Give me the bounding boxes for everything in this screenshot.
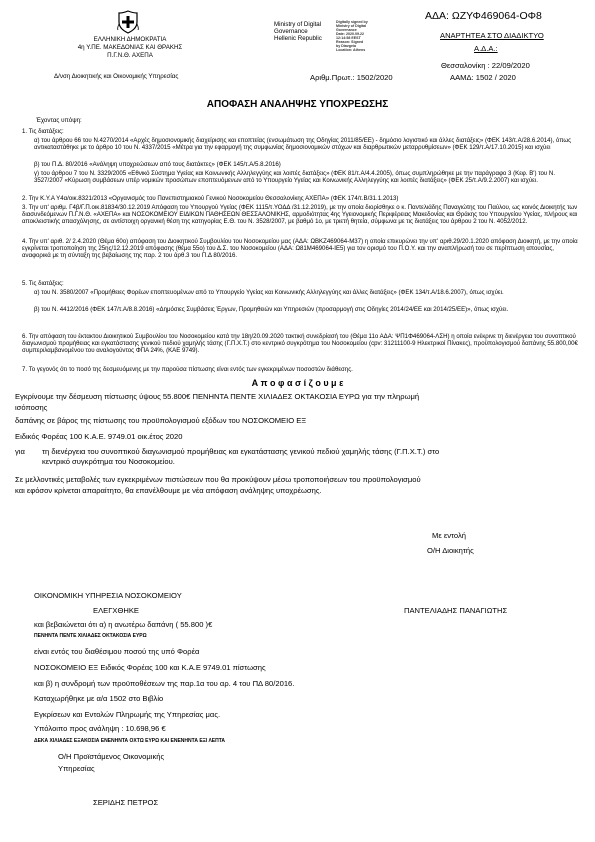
- finance-line: ΝΟΣΟΚΟΜΕΙΟ ΕΞ Ειδικός Φορέας 100 και Κ.Α.Ε 9749.01 πίστωσης: [34, 663, 266, 672]
- issuer-block: [60, 36, 200, 60]
- list-item: [22, 128, 582, 135]
- list-item-number: 3.: [22, 204, 28, 211]
- list-item: [22, 366, 582, 373]
- list-item-text: Το γεγονός ότι το ποσό της δεσμευόμενης με την παρούσα πίστωσης είναι εντός των εγκεκριμένων ποσοστών διάθεσης.: [28, 366, 353, 373]
- list-item-text: Την Κ.Υ.Α Υ4α/οικ.8321/2013 «Οργανισμός του Πανεπιστημιακού Γενικού Νοσοκομείου Θεσσαλονίκης ΑΧΕΠΑ» (ΦΕΚ 174/τ.Β/31.1.2013): [28, 195, 399, 202]
- having-regard-label: Έχοντας υπόψη:: [36, 117, 82, 124]
- finance-line: Εγκρίσεων και Εντολών Πληρωμής της Υπηρεσίας μας.: [34, 710, 221, 719]
- list-item-number: 4.: [22, 238, 28, 245]
- list-item-number: 5.: [22, 280, 28, 287]
- list-item-text: Τις διατάξεις:: [28, 128, 64, 135]
- list-item-text: Την υπ' αριθμ. Γ4β/Γ.Π.οικ.81834/30.12.2019 Απόφαση του Υπουργού Υγείας (ΦΕΚ 1115/τ.ΥΟΔΔ /31.12.2019), με την οποία διορίσθηκε ο κ. Παντελιάδης Παναγιώτης του Παύλου, ως κοινός Διοικητής των διασυνδεόμενων Π.Γ.Ν.Θ. «ΑΧΕΠΑ» και ΝΟΣΟΚΟΜΕΙΟΥ ΕΙΔΙΚΩΝ ΠΑΘΗΣΕΩΝ ΘΕΣΣΑΛΟΝΙΚΗΣ, αρμοδιότητας 4ης Υγειονομικής Περιφέρειας Μακεδονίας και Θράκης του Υπουργείου Υγείας, πλήρους και αποκλειστικής απασχόλησης, σε αντίστοιχη οργανική θέση της κατηγορίας Ε.Θ. του Ν. 3528/2007, με βαθμό 1ο, με τριετή θητεία, σύμφωνα με τις διατάξεις του άρθρου 2 του Ν. 4052/2012.: [22, 204, 578, 226]
- list-item: [22, 204, 582, 226]
- list-item-number: 7.: [22, 366, 28, 373]
- list-item: [34, 306, 579, 313]
- protocol-number: Αριθμ.Πρωτ.: 1502/2020: [310, 73, 393, 82]
- list-item-text: γ) του άρθρου 7 του Ν. 3329/2005 «Εθνικό Σύστημα Υγείας και Κοινωνικής Αλληλεγγύης και λοιπές διατάξεις» (ΦΕΚ 81/τ.Α/4.4.2005), όπως συμπληρώθηκε με την παράγραφο 3 (Κεφ. Β') του Ν. 3527/2007 «Κύρωση συμβάσεων υπέρ νομικών προσώπων εποπτευόμενων από το Υπουργείο Υγείας και Κοινωνικής Αλληλεγγύης και λοιπές διατάξεις» (ΦΕΚ 25/τ.Α/9.2.2007) και ισχύει.: [34, 170, 556, 185]
- decision-line: δαπάνης σε βάρος της πίστωσης του προϋπολογισμού εξόδων του ΝΟΣΟΚΟΜΕΙΟ ΕΞ: [15, 416, 307, 425]
- posted-online-label: ΑΝΑΡΤΗΤΕΑ ΣΤΟ ΔΙΑΔΙΚΤΥΟ: [440, 31, 544, 40]
- list-item: [34, 137, 579, 151]
- list-item-text: Την απόφαση του έκτακτου Διοικητικού Συμβουλίου του Νοσοκομείου κατά την 18η/20.09.2020 τακτική συνεδρίασή του (Θέμα 11ο ΑΔΑ: ΨΠ1Φ469064-ΛΣΗ) η οποία ενέκρινε τη διενέργεια του συνοπτικού διαγωνισμού προμήθειας και εγκατάστασης γενικού πεδιού χαμηλής τάσης (Γ.Π.Χ.Τ.) στο κεντρικό συγκρότημα του Νοσοκομείου (cpv: 31211100-9 Ηλεκτρικοί Πίνακες), προϋπολογισμού δαπάνης 55.800,00€ συμπεριλαμβανομένου του αναλογούντος ΦΠΑ 24%, (ΚΑΕ 9749).: [22, 333, 578, 355]
- signature-line: Location: Athens: [336, 48, 366, 52]
- issuer-country: ΕΛΛΗΝΙΚΗ ΔΗΜΟΚΡΑΤΙΑ: [93, 36, 167, 43]
- decision-heading: Α π ο φ α σ ί ζ ο υ μ ε: [251, 378, 344, 388]
- list-item: [34, 289, 579, 296]
- ada-label: Α.Δ.Α.:: [474, 44, 498, 53]
- certify-line: και βεβαιώνεται ότι α) η ανωτέρω δαπάνη ( 55.800 )€: [34, 620, 213, 629]
- decision-line: τη διενέργεια του συνοπτικού διαγωνισμού προμήθειας και εγκατάστασης γενικού πεδιού χαμηλής τάσης (Γ.Π.Χ.Τ.) στο: [42, 447, 440, 456]
- finance-service: ΟΙΚΟΝΟΜΙΚΗ ΥΠΗΡΕΣΙΑ ΝΟΣΟΚΟΜΕΙΟΥ: [34, 591, 182, 600]
- list-item: [22, 238, 582, 260]
- finance-line: και β) η συνδρομή των προϋποθέσεων της παρ.1α του αρ. 4 του ΠΔ 80/2016.: [34, 679, 295, 688]
- finance-head-title: Υπηρεσίας: [58, 764, 95, 773]
- gov-line: Governance: [274, 28, 308, 35]
- order-line: Με εντολή: [432, 531, 466, 540]
- list-item-number: 1.: [22, 128, 28, 135]
- list-item-text: Τις διατάξεις:: [28, 280, 64, 287]
- signature-line: by Diavgeia: [336, 44, 356, 48]
- gov-block: [274, 21, 322, 42]
- aamd-number: ΑΑΜΔ: 1502 / 2020: [450, 73, 516, 82]
- checked-label: ΕΛΕΓΧΘΗΚΕ: [93, 606, 139, 615]
- list-item-number: 2.: [22, 195, 28, 202]
- signature-line: Reason: Signed: [336, 40, 364, 44]
- gov-line: Hellenic Republic: [274, 35, 322, 42]
- signature-line: Date: 2020.09.22: [336, 32, 364, 36]
- finance-head-title: Ο/Η Προϊστάμενος Οικονομικής: [58, 752, 165, 761]
- signature-line: Digitally signed by: [336, 20, 368, 24]
- finance-line: Καταχωρήθηκε με α/α 1502 στο Βιβλίο: [34, 694, 164, 703]
- list-item: [22, 280, 582, 287]
- list-item-text: β) του Ν. 4412/2016 (ΦΕΚ 147/τ.Α/8.8.2016) «Δημόσιες Συμβάσεις Έργων, Προμηθειών και Υπηρεσιών (προσαρμογή στις Οδηγίες 2014/24/ΕΕ και 2014/25/ΕΕ)», όπως ισχύει.: [34, 306, 509, 313]
- remaining-balance: Υπόλοιπο προς ανάληψη : 10.698,96 €: [34, 724, 166, 733]
- order-title: Ο/Η Διοικητής: [427, 546, 474, 555]
- list-item-text: α) του Ν. 3580/2007 «Προμήθειες Φορέων εποπτευομένων από το Υπουργείο Υγείας και Κοινωνικής Αλληλεγγύης και άλλες διατάξεις» (ΦΕΚ 134/τ.Α/18.6.2007), όπως ισχύει.: [34, 289, 504, 296]
- decision-line: Σε μελλοντικές μεταβολές των εγκεκριμένων πιστώσεων που θα προκύψουν μέσω τροποποιήσεων του προϋπολογισμού: [15, 475, 421, 484]
- list-item-text: α) του άρθρου 66 του Ν.4270/2014 «Αρχές δημοσιονομικής διαχείρισης και εποπτείας (ενσωμάτωση της Οδηγίας 2011/85/ΕΕ) - δημόσιο λογιστικό και άλλες διατάξεις» (ΦΕΚ 143/τ.Α/28.6.2014), όπως αντικαταστάθηκε με το άρθρο 10 του Ν. 4337/2015 «Μέτρα για την εφαρμογή της συμφωνίας δημοσιονομικών στόχων και διαρθρωτικών μεταρρυθμίσεων» (ΦΕΚ 129/τ.Α/17.10.2015) και ισχύει: [34, 137, 572, 152]
- list-item-number: 6.: [22, 333, 28, 340]
- signature-line: Governance: [336, 28, 357, 32]
- finance-signer: ΣΕΡΙΔΗΣ ΠΕΤΡΟΣ: [93, 798, 159, 807]
- decision-line: ισόποσης: [15, 403, 48, 412]
- ada-code: ΑΔΑ: ΩΖΥΦ469064-ΟΦ8: [425, 10, 542, 22]
- directorate-label: Δ/νση Διοικητικής και Οικονομικής Υπηρεσίας: [54, 73, 179, 80]
- gov-line: Ministry of Digital: [274, 21, 322, 28]
- list-item: [22, 195, 582, 202]
- city-date: Θεσσαλονίκη : 22/09/2020: [441, 61, 530, 70]
- list-item-text: β) του Π.Δ. 80/2016 «Ανάληψη υποχρεώσεων από τους διατάκτες» (ΦΕΚ 145/τ.Α/5.8.2016): [34, 161, 281, 168]
- decision-line: και εφόσον κρίνεται απαραίτητο, θα επανέλθουμε με νέα απόφαση ανάληψης υποχρέωσης.: [15, 486, 322, 495]
- greek-emblem-icon: [117, 10, 139, 39]
- list-item: [34, 161, 579, 168]
- finance-line: είναι εντός του διαθέσιμου ποσού της υπό Φορέα: [34, 647, 200, 656]
- signature-line: Ministry of Digital: [336, 24, 367, 28]
- digital-signature-stamp: [336, 20, 368, 52]
- decision-line: Εγκρίνουμε την δέσμευση πίστωσης ύψους 55.800€ ΠΕΝΗΝΤΑ ΠΕΝΤΕ ΧΙΛΙΑΔΕΣ ΟΚΤΑΚΟΣΙΑ ΕΥΡΩ για την πληρωμή: [15, 392, 420, 401]
- director-name: ΠΑΝΤΕΛΙΑΔΗΣ ΠΑΝΑΓΙΩΤΗΣ: [404, 606, 508, 615]
- list-item-text: Την υπ' αριθ. 2/ 2.4.2020 (Θέμα 60ο) απόφαση του Διοικητικού Συμβουλίου του Νοσοκομείου μας (ΑΔΑ: ΩΒΚΖ469064-Μ37) η οποία επικυρώνει την υπ' αριθ.29/20.1.2020 απόφαση Διοικητή, με την οποία εγκρίνεται τροποποίηση της 25ης/12.12.2019 απόφασης (θέμα 55ο) του Δ.Σ. του Νοσοκομείου (ΑΔΑ: Ω81Μ469064-ΙΕ5) για τον ορισμό του Π.Ο.Υ. και την αναπλήρωσή του σε περίπτωση απουσίας, αναφορικά με τη σύνταξη της βεβαίωσης της παρ. 2 του άρθ.3 του Π.Δ 80/2016.: [22, 238, 578, 260]
- signature-line: 12:14:58 EEST: [336, 36, 361, 40]
- page-title: ΑΠΟΦΑΣΗ ΑΝΑΛΗΨΗΣ ΥΠΟΧΡΕΩΣΗΣ: [206, 99, 389, 110]
- amount-in-words: ΠΕΝΗΝΤΑ ΠΕΝΤΕ ΧΙΛΙΑΔΕΣ ΟΚΤΑΚΟΣΙΑ ΕΥΡΩ: [34, 633, 147, 639]
- decision-line: κεντρικό συγκρότημα του Νοσοκομείου.: [42, 457, 175, 466]
- decision-for-label: για: [15, 447, 25, 456]
- issuer-hospital: Π.Γ.Ν.Θ. ΑΧΕΠΑ: [107, 52, 153, 59]
- issuer-region: 4η Υ.ΠΕ. ΜΑΚΕΔΟΝΙΑΣ ΚΑΙ ΘΡΑΚΗΣ: [77, 44, 183, 51]
- list-item: [22, 333, 582, 355]
- decision-line: Ειδικός Φορέας 100 Κ.Α.Ε. 9749.01 οικ.έτος 2020: [15, 432, 183, 441]
- list-item: [34, 170, 579, 184]
- remaining-in-words: ΔΕΚΑ ΧΙΛΙΑΔΕΣ ΕΞΑΚΟΣΙΑ ΕΝΕΝΗΝΤΑ ΟΧΤΩ ΕΥΡΩ ΚΑΙ ΕΝΕΝΗΝΤΑ ΕΞΙ ΛΕΠΤΑ: [34, 738, 226, 744]
